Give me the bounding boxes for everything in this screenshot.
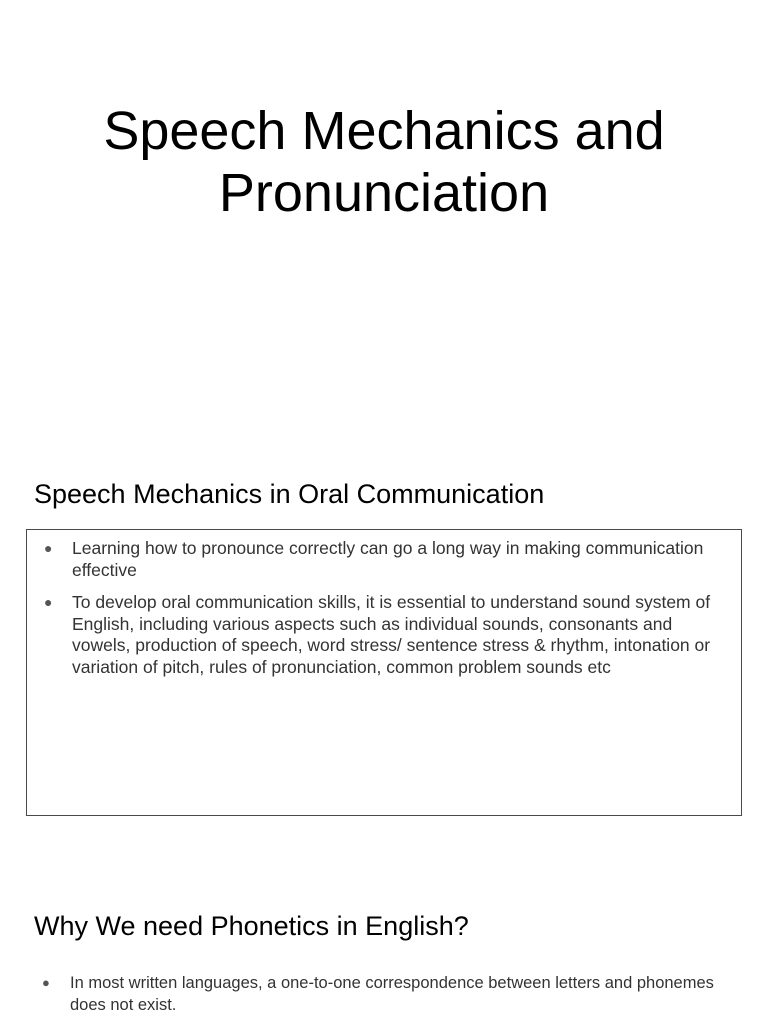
list-item	[42, 972, 728, 1016]
bullet-list-phonetics	[42, 972, 728, 1016]
bullet-text: To develop oral communication skills, it is essential to understand sound system of English, including various aspects such as individual sounds, consonants and vowels, production of speech, word stress/ sentence stress & rhythm, intonation or variation of pitch, rules of pronunciation, common problem sounds etc	[72, 592, 711, 677]
bullet-icon: ●	[44, 540, 53, 556]
slide-title	[0, 100, 768, 224]
bullet-text: Learning how to pronounce correctly can go a long way in making communication effective	[72, 538, 704, 580]
bullet-icon: ●	[44, 594, 53, 610]
section-heading-speech-mechanics: Speech Mechanics in Oral Communication	[34, 479, 545, 509]
title-line-2: Pronunciation	[218, 163, 550, 223]
section-heading-phonetics: Why We need Phonetics in English?	[34, 911, 469, 941]
bullet-content-box	[26, 529, 742, 816]
bullet-icon: ●	[42, 975, 50, 990]
bullet-list	[44, 538, 735, 689]
list-item	[44, 592, 735, 678]
list-item	[44, 538, 735, 581]
title-line-1: Speech Mechanics and	[103, 101, 665, 161]
bullet-text: In most written languages, a one-to-one correspondence between letters and phonemes does not exist.	[70, 974, 714, 1014]
